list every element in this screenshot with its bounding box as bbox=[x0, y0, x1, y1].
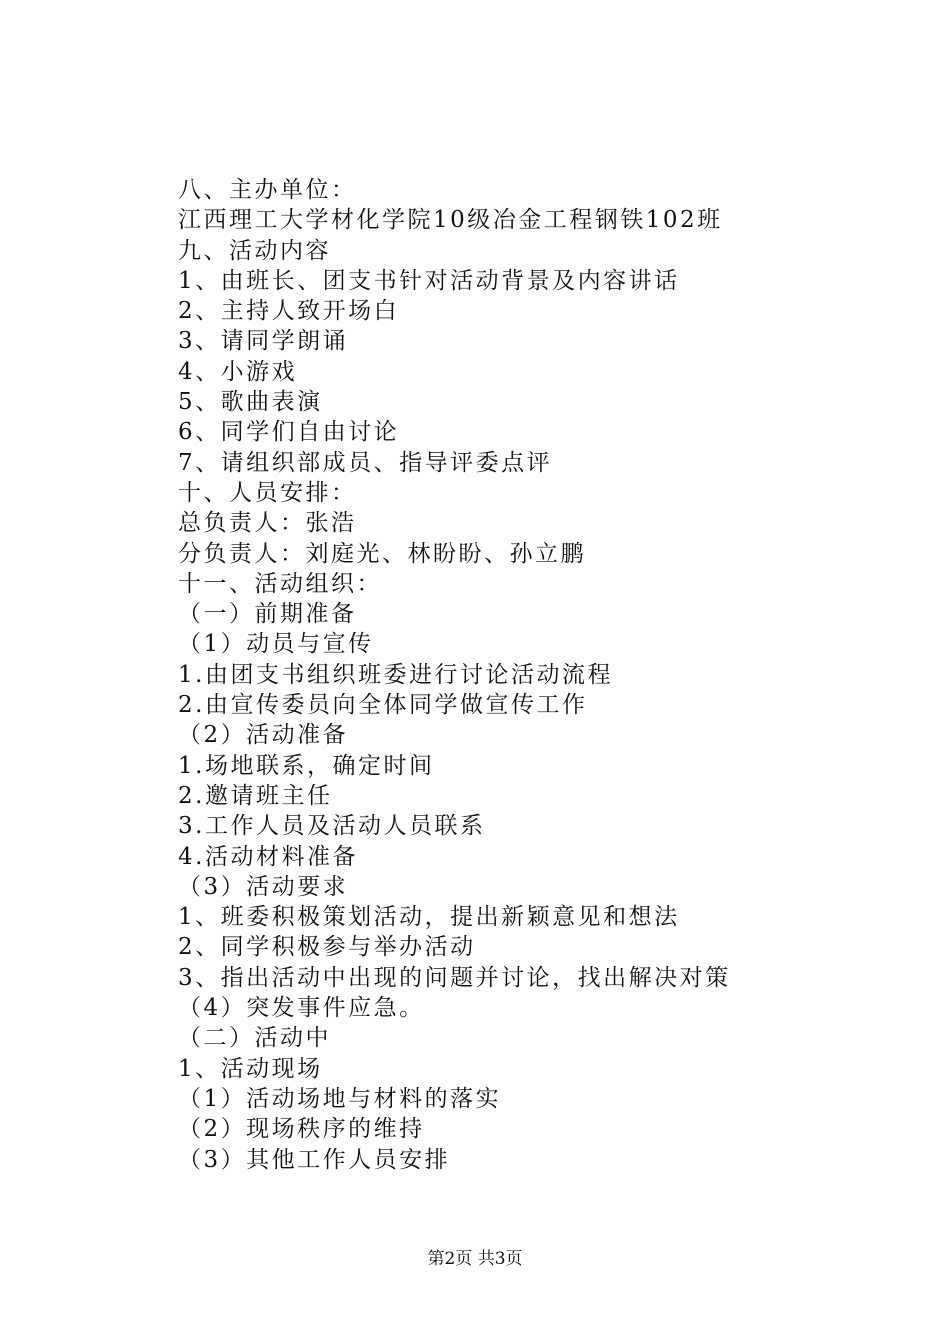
list-item: 2.邀请班主任 bbox=[178, 782, 333, 809]
section-heading-content: 九、活动内容 bbox=[178, 237, 331, 264]
list-item: 1、班委积极策划活动，提出新颖意见和想法 bbox=[178, 904, 680, 931]
content-item: 3、请同学朗诵 bbox=[178, 328, 349, 355]
subsection-heading: （一）前期准备 bbox=[178, 601, 357, 628]
section-heading-organization: 十一、活动组织： bbox=[178, 570, 382, 597]
list-item: 3.工作人员及活动人员联系 bbox=[178, 813, 486, 840]
content-item: 4、小游戏 bbox=[178, 358, 298, 385]
sub-subsection-heading: （3）活动要求 bbox=[178, 873, 349, 900]
page-number-footer: 第2页 共3页 bbox=[427, 1249, 523, 1269]
content-item: 5、歌曲表演 bbox=[178, 389, 323, 416]
content-item: 1、由班长、团支书针对活动背景及内容讲话 bbox=[178, 267, 680, 294]
list-item: （1）活动场地与材料的落实 bbox=[178, 1085, 502, 1112]
list-item: 2、同学积极参与举办活动 bbox=[178, 934, 476, 961]
list-item: （3）其他工作人员安排 bbox=[178, 1146, 451, 1173]
list-item: （2）现场秩序的维持 bbox=[178, 1116, 425, 1143]
organizer-text: 江西理工大学材化学院10级冶金工程钢铁102班 bbox=[178, 207, 723, 234]
sub-subsection-heading: （1）动员与宣传 bbox=[178, 631, 374, 658]
sub-subsection-heading: （4）突发事件应急。 bbox=[178, 995, 425, 1022]
list-item: 1、活动现场 bbox=[178, 1055, 323, 1082]
staff-item: 总负责人：张浩 bbox=[178, 510, 357, 537]
list-item: 1.由团支书组织班委进行讨论活动流程 bbox=[178, 661, 613, 688]
list-item: 3、指出活动中出现的问题并讨论，找出解决对策 bbox=[178, 964, 731, 991]
document-body bbox=[178, 175, 798, 1175]
content-item: 7、请组织部成员、指导评委点评 bbox=[178, 449, 553, 476]
subsection-heading: （二）活动中 bbox=[178, 1025, 331, 1052]
list-item: 4.活动材料准备 bbox=[178, 843, 358, 870]
list-item: 2.由宣传委员向全体同学做宣传工作 bbox=[178, 692, 588, 719]
section-heading-staff: 十、人员安排： bbox=[178, 479, 357, 506]
list-item: 1.场地联系，确定时间 bbox=[178, 752, 435, 779]
content-item: 2、主持人致开场白 bbox=[178, 298, 400, 325]
section-heading-organizer: 八、主办单位： bbox=[178, 177, 357, 203]
staff-item: 分负责人：刘庭光、林盼盼、孙立鹏 bbox=[178, 540, 586, 567]
content-item: 6、同学们自由讨论 bbox=[178, 419, 400, 446]
sub-subsection-heading: （2）活动准备 bbox=[178, 722, 349, 749]
